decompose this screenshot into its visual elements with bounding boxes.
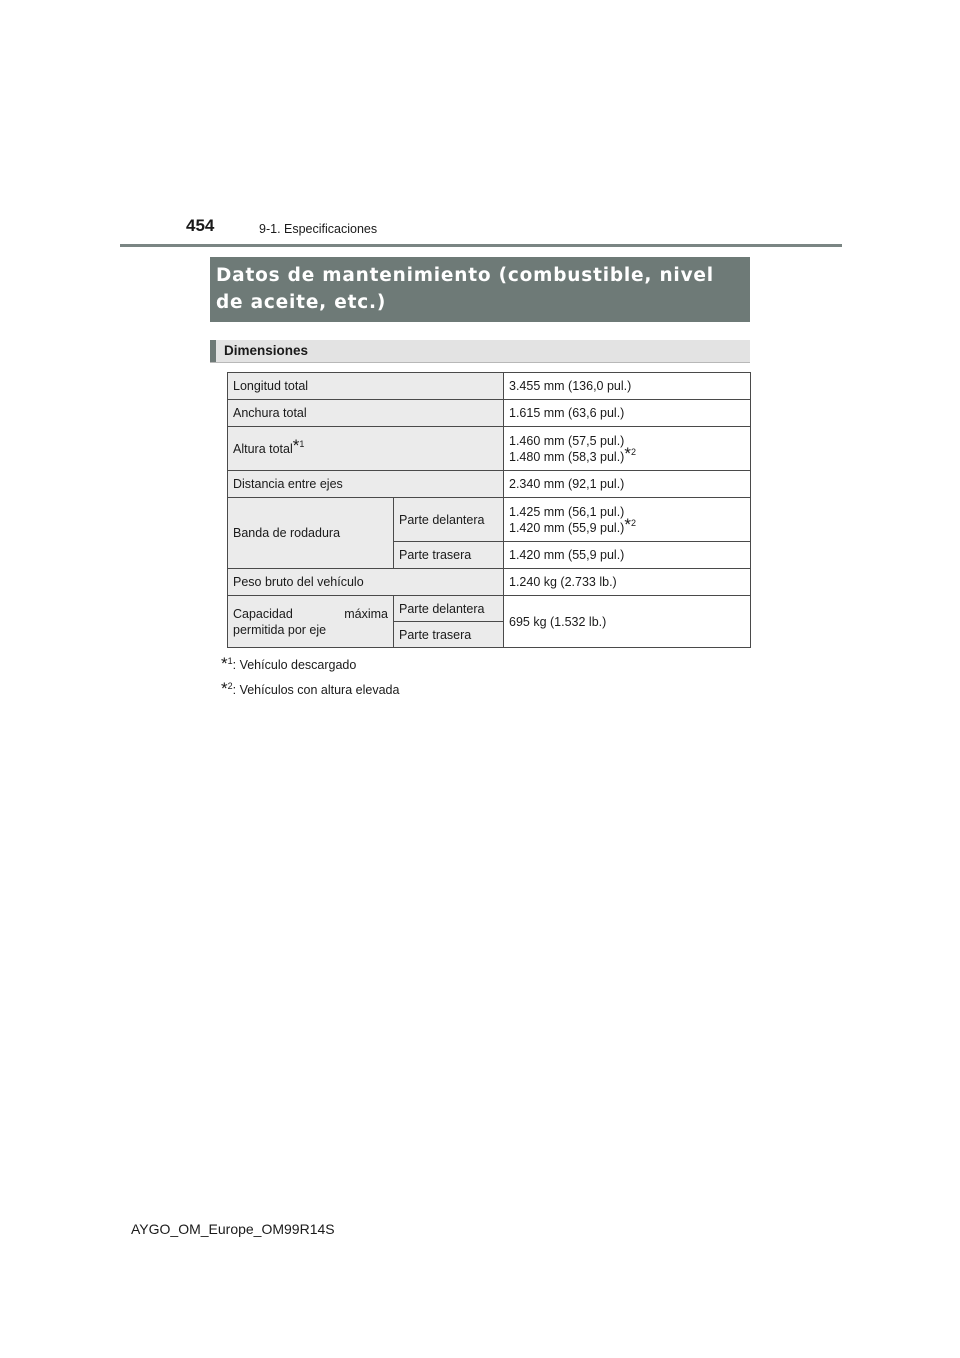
title-line-2: de aceite, etc.) (216, 292, 387, 313)
subsection-title: Dimensiones (224, 343, 309, 358)
cell-label: Anchura total (228, 400, 504, 427)
footnote (221, 654, 356, 674)
cell-sublabel: Parte delantera (394, 596, 504, 622)
cell-label (228, 596, 394, 648)
cell-value (504, 498, 751, 542)
table-row (228, 498, 751, 542)
cell-sublabel: Parte delantera (394, 498, 504, 542)
cell-value: 1.615 mm (63,6 pul.) (504, 400, 751, 427)
table-row (228, 400, 751, 427)
value-line (509, 443, 745, 465)
cell-sublabel: Parte trasera (394, 622, 504, 648)
title-line-1: Datos de mantenimiento (combustible, nivel (216, 265, 714, 286)
footnote-number: 2 (630, 446, 636, 457)
cell-label: Distancia entre ejes (228, 471, 504, 498)
table-row (228, 427, 751, 471)
title-box (210, 257, 750, 322)
table-row (228, 569, 751, 596)
label-line: Capacidad máxima (233, 606, 388, 621)
footnote-number: 2 (227, 681, 233, 691)
footnote-number: 1 (299, 438, 305, 449)
cell-value (504, 427, 751, 471)
footnote-text: : Vehículo descargado (232, 658, 357, 672)
value-line-text: 1.420 mm (55,9 pul.) (509, 520, 625, 535)
header-rule (120, 244, 842, 247)
footnote-mark: * (624, 443, 631, 463)
value-line-text: 1.480 mm (58,3 pul.) (509, 449, 625, 464)
cell-value: 1.420 mm (55,9 pul.) (504, 542, 751, 569)
value-line: 1.425 mm (56,1 pul.) (509, 504, 625, 519)
cell-value: 1.240 kg (2.733 lb.) (504, 569, 751, 596)
cell-label (228, 427, 504, 471)
footnote-number: 2 (630, 517, 636, 528)
cell-sublabel: Parte trasera (394, 542, 504, 569)
cell-value: 3.455 mm (136,0 pul.) (504, 373, 751, 400)
page-number: 454 (186, 216, 215, 235)
cell-label: Banda de rodadura (228, 498, 394, 569)
table-row (228, 596, 751, 622)
footnote-text: : Vehículos con altura elevada (232, 683, 400, 697)
footnote-mark: * (221, 679, 228, 698)
footnote-number: 1 (227, 656, 233, 666)
subsection-marker (210, 340, 216, 362)
value-line: 1.460 mm (57,5 pul.) (509, 433, 625, 448)
footnote-mark: * (624, 514, 631, 534)
altura-label-text: Altura total (233, 441, 293, 456)
cell-value: 2.340 mm (92,1 pul.) (504, 471, 751, 498)
subsection-heading (210, 340, 750, 363)
value-line (509, 514, 745, 536)
section-label: 9-1. Especificaciones (259, 222, 378, 236)
footer-document-code: AYGO_OM_Europe_OM99R14S (131, 1221, 335, 1237)
table-row (228, 373, 751, 400)
label-line: permitida por eje (233, 622, 327, 637)
footnote-mark: * (221, 654, 228, 673)
table-row (228, 471, 751, 498)
dimensions-table (227, 372, 751, 648)
cell-label: Longitud total (228, 373, 504, 400)
footnote-mark: * (292, 435, 300, 455)
cell-value: 695 kg (1.532 lb.) (504, 596, 751, 648)
cell-label: Peso bruto del vehículo (228, 569, 504, 596)
footnote (221, 679, 399, 699)
